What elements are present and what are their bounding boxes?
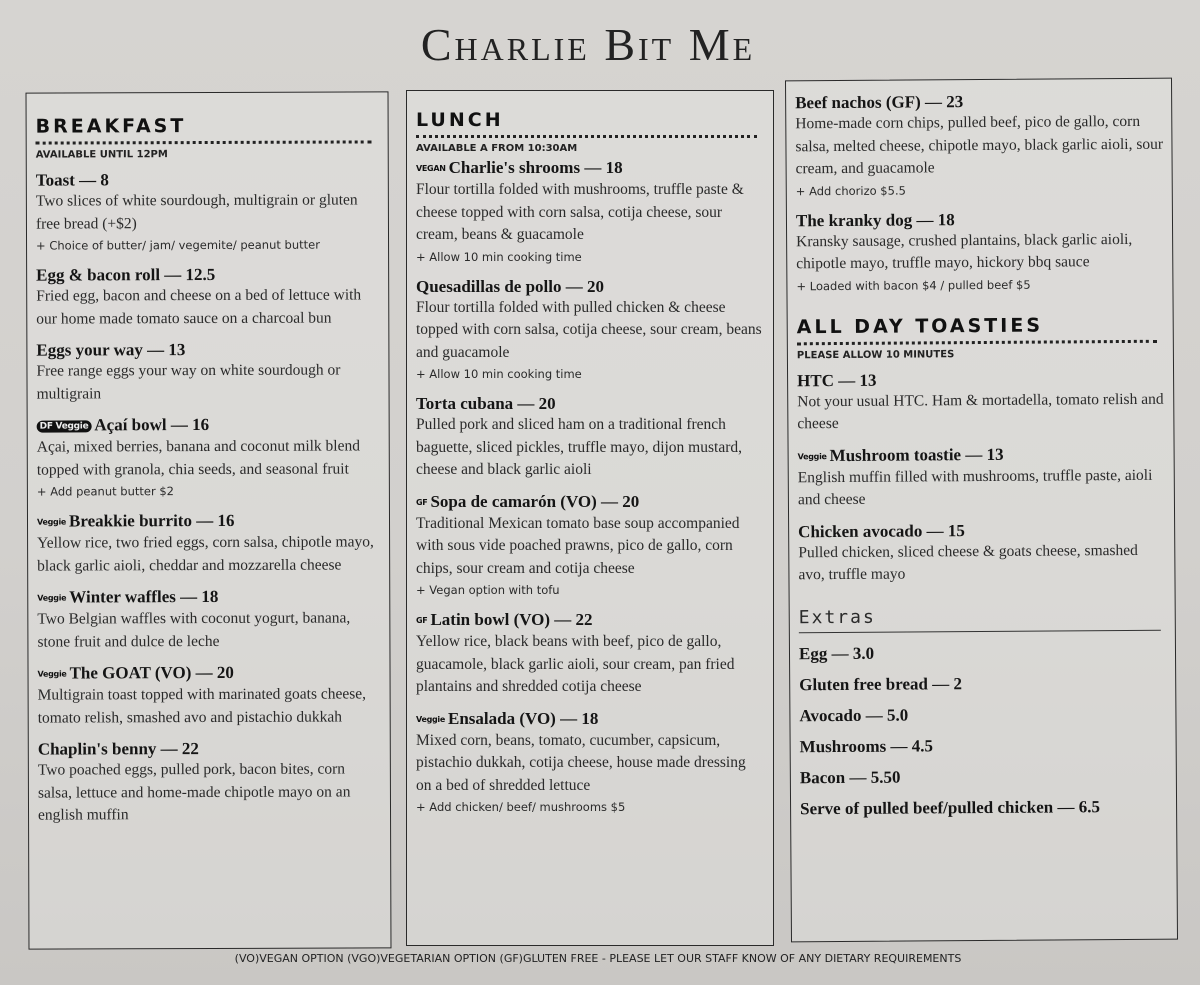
menu-item-name-price: Torta cubana — 20 <box>416 394 556 414</box>
menu-item-title <box>416 610 765 631</box>
menu-item-name-price: Quesadillas de pollo — 20 <box>416 276 604 296</box>
menu-item-title <box>797 368 1165 391</box>
menu-item-addon: + Loaded with bacon $4 / pulled beef $5 <box>796 277 1031 293</box>
menu-item-name-price: Sopa de camarón (VO) — 20 <box>430 491 640 511</box>
extras-heading: Extras <box>799 604 1161 633</box>
extra-item: Mushrooms — 4.5 <box>799 735 934 756</box>
menu-item-description: Multigrain toast topped with marinated goats cheese, tomato relish, smashed avo and pistachio dukkah <box>37 685 367 727</box>
extras-items <box>799 641 1168 819</box>
menu-item-title <box>36 339 380 360</box>
menu-item-description: Two slices of white sourdough, multigrain or gluten free bread (+$2) <box>35 191 358 233</box>
menu-item-name-price: Mushroom toastie — 13 <box>829 444 1004 465</box>
menu-item-title <box>37 587 381 609</box>
dietary-footer: (VO)VEGAN OPTION (VGO)VEGETARIAN OPTION (GF)GLUTEN FREE - PLEASE LET OUR STAFF KNOW OF ANY DIETARY REQUIREMENTS <box>234 952 962 965</box>
menu-item-description: Flour tortilla folded with mushrooms, truffle paste & cheese topped with corn salsa, cotija cheese, sour cream, beans & guacamole <box>416 181 744 244</box>
menu-item-title <box>798 519 1166 542</box>
menu-item-description: Açai, mixed berries, banana and coconut milk blend topped with granola, chia seeds, and seasonal fruit <box>36 437 361 479</box>
menu-item-name-price: Ensalada (VO) — 18 <box>448 708 599 728</box>
menu-item-name-price: Latin bowl (VO) — 22 <box>430 610 593 630</box>
right-panel <box>785 78 1178 943</box>
menu-item-description: Yellow rice, two fried eggs, corn salsa, chipotle mayo, black garlic aioli, cheddar and mozzarella cheese <box>37 533 374 575</box>
extra-item: Serve of pulled beef/pulled chicken — 6.5 <box>800 796 1101 818</box>
breakfast-availability: AVAILABLE UNTIL 12PM <box>35 149 168 161</box>
menu-item-addon: + Add peanut butter $2 <box>36 484 175 499</box>
menu-item-name-price: Beef nachos (GF) — 23 <box>795 92 964 113</box>
menu-item <box>416 394 765 482</box>
menu-item-title <box>38 739 382 760</box>
menu-item-description: Mixed corn, beans, tomato, cucumber, capsicum, pistachio dukkah, cotija cheese, house made dressing on a bed of shredded lettuce <box>416 731 746 794</box>
lunch-availability: AVAILABLE A FROM 10:30AM <box>416 143 578 154</box>
lunch-items <box>416 158 765 817</box>
dietary-badge-icon: GF <box>416 616 428 626</box>
menu-item-name-price: The GOAT (VO) — 20 <box>69 663 234 683</box>
extra-item: Bacon — 5.50 <box>799 767 901 787</box>
menu-item-name-price: Toast — 8 <box>35 170 109 190</box>
dietary-badge-icon: Veggie <box>36 517 67 527</box>
menu-item <box>36 264 380 330</box>
menu-item-description: Two poached eggs, pulled pork, bacon bites, corn salsa, lettuce and home-made chipotle mayo on an english muffin <box>37 760 351 824</box>
menu-item-title <box>416 158 765 179</box>
menu-item-description: Fried egg, bacon and cheese on a bed of lettuce with our home made tomato sauce on a charcoal bun <box>36 286 362 328</box>
menu-item-title <box>416 709 765 730</box>
menu-item-description: Flour tortilla folded with pulled chicken & cheese topped with corn salsa, cotija cheese, sour cream, beans and guacamole <box>416 298 762 361</box>
menu-item <box>798 443 1166 512</box>
menu-item-name-price: Charlie's shrooms — 18 <box>448 158 623 177</box>
menu-item-description: Pulled chicken, sliced cheese & goats cheese, smashed avo, truffle mayo <box>798 541 1138 584</box>
menu-item <box>795 91 1164 201</box>
dietary-badge-icon: Veggie <box>37 593 67 603</box>
toasties-items <box>797 368 1166 587</box>
menu-item <box>37 510 381 577</box>
menu-item <box>36 169 380 255</box>
menu-item-description: Traditional Mexican tomato base soup accompanied with sous vide poached prawns, pico de gallo, corn chips, sour cream and cotija cheese <box>416 514 740 577</box>
menu-item-description: Two Belgian waffles with coconut yogurt, banana, stone fruit and dulce de leche <box>37 609 351 651</box>
menu-item-description: Yellow rice, black beans with beef, pico de gallo, guacamole, black garlic aioli, sour cream, pan fried plantains and shredded cotija cheese <box>416 633 735 696</box>
toasties-heading: ALL DAY TOASTIES <box>797 313 1157 345</box>
menu-item-addon: + Allow 10 min cooking time <box>416 249 582 264</box>
menu-item-name-price: Breakkie burrito — 16 <box>68 511 235 531</box>
breakfast-items <box>36 169 382 827</box>
dietary-badge-icon: DF Veggie <box>37 421 92 433</box>
menu-item-name-price: Winter waffles — 18 <box>69 587 219 607</box>
menu-item-title <box>416 277 765 297</box>
menu-item-name-price: Eggs your way — 13 <box>36 340 186 360</box>
menu-item-title <box>37 663 381 685</box>
lunch-heading: LUNCH <box>416 109 757 138</box>
menu-item-title <box>36 264 380 285</box>
menu-item-description: Free range eggs your way on white sourdough or multigrain <box>36 361 341 403</box>
toasties-note: PLEASE ALLOW 10 MINUTES <box>796 348 955 361</box>
menu-item-description: Kransky sausage, crushed plantains, black garlic aioli, chipotle mayo, truffle mayo, hickory bbq sauce <box>796 230 1133 273</box>
dietary-badge-icon: VEGAN <box>416 164 446 174</box>
menu-item-name-price: HTC — 13 <box>797 370 877 390</box>
menu-item <box>798 519 1166 587</box>
menu-item-title <box>37 510 381 532</box>
menu-item-addon: + Add chorizo $5.5 <box>795 183 906 198</box>
menu-item <box>36 339 380 405</box>
menu-item-addon: + Add chicken/ beef/ mushrooms $5 <box>416 800 626 815</box>
menu-item-title <box>416 394 765 414</box>
menu-item <box>37 414 381 501</box>
menu-item-title <box>37 414 381 436</box>
dietary-badge-icon: Veggie <box>416 714 446 724</box>
menu-item <box>416 709 765 818</box>
menu-item-title <box>798 443 1166 467</box>
menu-item-title <box>796 208 1164 231</box>
menu-item-name-price: The kranky dog — 18 <box>795 209 955 230</box>
menu-item-title <box>795 91 1163 114</box>
dietary-badge-icon: Veggie <box>797 451 827 461</box>
menu-item-title <box>36 169 380 190</box>
menu-item-description: English muffin filled with mushrooms, truffle paste, aioli and cheese <box>797 466 1153 509</box>
dietary-badge-icon: Veggie <box>37 669 67 679</box>
menu-item-name-price: Egg & bacon roll — 12.5 <box>36 264 216 285</box>
menu-item-name-price: Açaí bowl — 16 <box>94 414 210 435</box>
lunch-panel <box>406 90 774 946</box>
menu-item <box>37 663 381 730</box>
menu-item-name-price: Chaplin's benny — 22 <box>37 739 199 759</box>
menu-item-addon: + Allow 10 min cooking time <box>416 367 582 382</box>
menu-item-addon: + Choice of butter/ jam/ vegemite/ peanut butter <box>36 237 320 253</box>
menu-item <box>416 492 765 601</box>
menu-item <box>416 277 765 385</box>
dietary-badge-icon: GF <box>416 497 428 507</box>
menu-item <box>416 610 765 699</box>
menu-item-description: Not your usual HTC. Ham & mortadella, tomato relish and cheese <box>797 390 1164 433</box>
extra-item: Avocado — 5.0 <box>799 705 909 725</box>
breakfast-panel <box>26 91 392 949</box>
menu-item <box>797 368 1165 436</box>
extra-item: Egg — 3.0 <box>798 643 875 663</box>
menu-item <box>38 739 382 828</box>
menu-item-description: Home-made corn chips, pulled beef, pico de gallo, corn salsa, melted cheese, chipotle mayo, black garlic aioli, sour cream, and guacamole <box>795 112 1164 178</box>
menu-item <box>37 587 381 654</box>
menu-item-description: Pulled pork and sliced ham on a traditional french baguette, sliced pickles, truffle mayo, dijon mustard, cheese and black garlic aioli <box>416 416 742 479</box>
breakfast-heading: BREAKFAST <box>36 114 372 144</box>
restaurant-title: Charlie Bit Me <box>420 19 756 70</box>
extra-item: Gluten free bread — 2 <box>799 673 963 694</box>
menu-item <box>796 208 1165 296</box>
menu-item-addon: + Vegan option with tofu <box>416 583 560 598</box>
menu-item-title <box>416 492 765 513</box>
right-items <box>795 91 1164 296</box>
menu-item-name-price: Chicken avocado — 15 <box>798 520 965 541</box>
menu-item <box>416 158 765 267</box>
